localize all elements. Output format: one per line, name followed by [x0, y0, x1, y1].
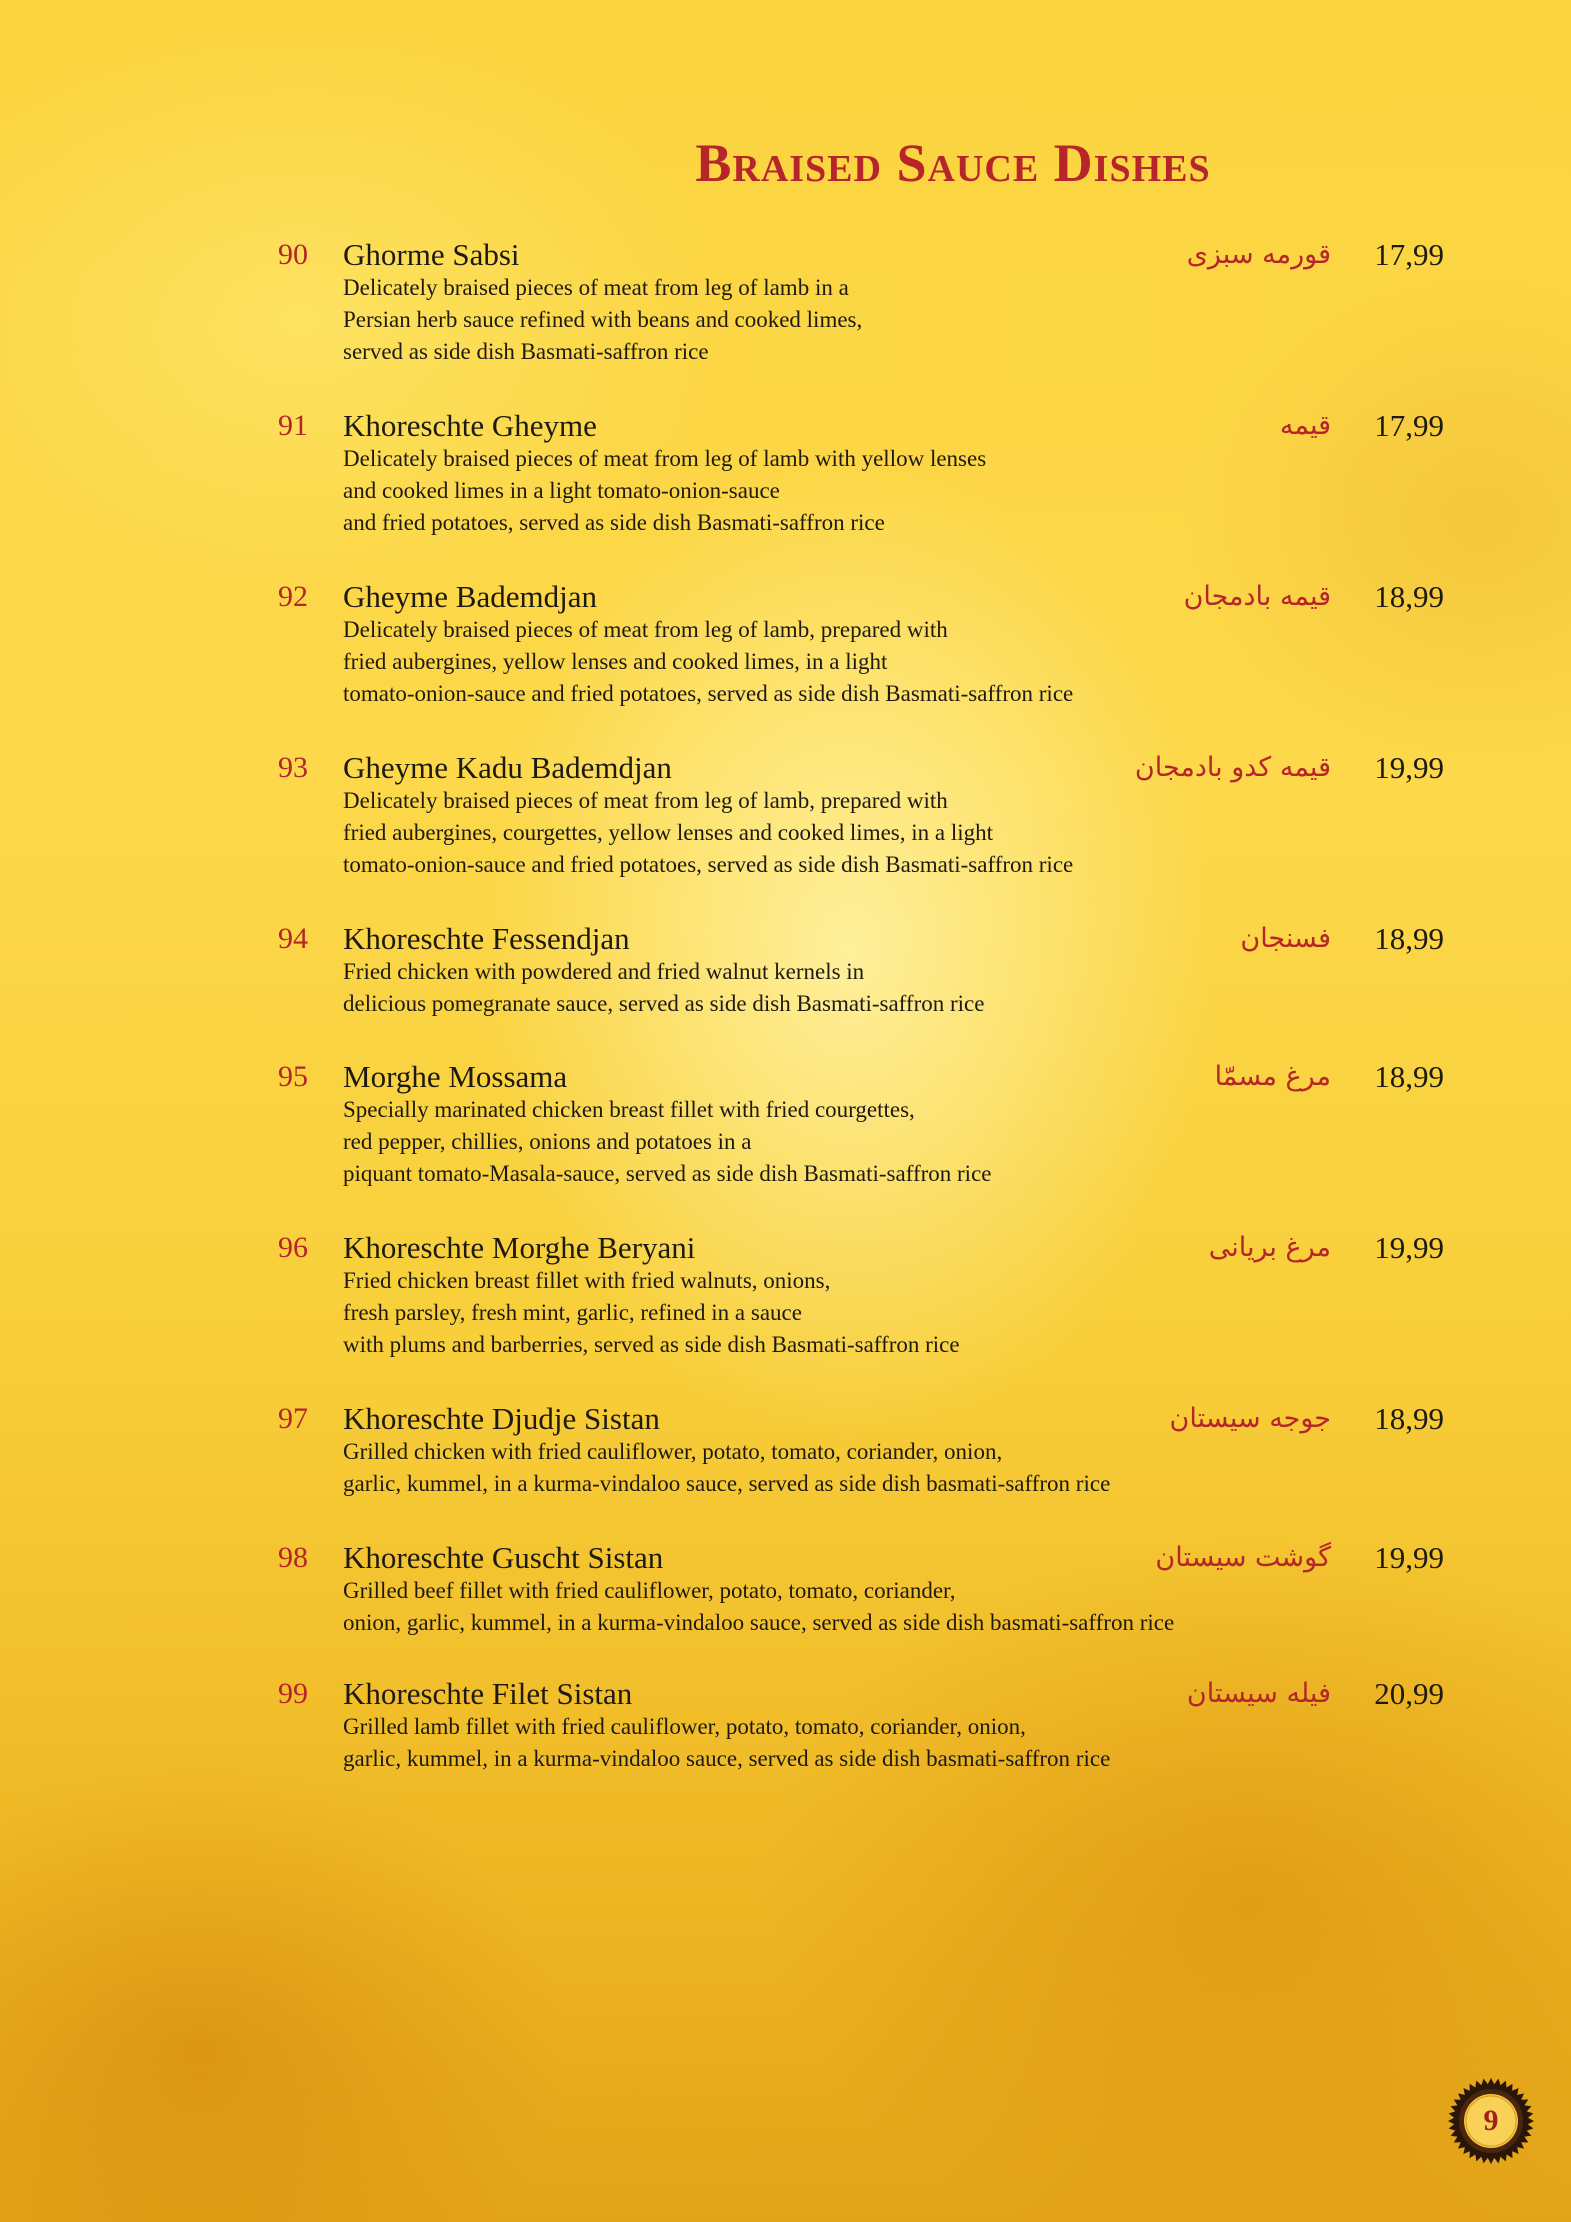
dish-number: 93: [278, 751, 308, 784]
dish-price: 17,99: [1374, 237, 1444, 272]
dish-name: Morghe Mossama: [343, 1059, 568, 1094]
page-number: 9: [1483, 2104, 1499, 2137]
dish-name: Khoreschte Djudje Sistan: [343, 1401, 660, 1436]
dish-number: 90: [278, 238, 308, 271]
dish-name: Khoreschte Gheyme: [343, 408, 597, 443]
description-line: Specially marinated chicken breast fillet with fried courgettes,: [343, 1097, 915, 1122]
description-line: Delicately braised pieces of meat from leg of lamb, prepared with: [343, 617, 948, 642]
dish-name-farsi: فیله سیستان: [1186, 1678, 1331, 1709]
description-line: Persian herb sauce refined with beans and cooked limes,: [343, 307, 863, 332]
description-line: tomato-onion-sauce and fried potatoes, served as side dish Basmati-saffron rice: [343, 681, 1074, 706]
dish-description: [343, 272, 1363, 368]
description-line: Delicately braised pieces of meat from leg of lamb with yellow lenses: [343, 446, 987, 471]
dish-price: 19,99: [1374, 750, 1444, 785]
dish-name: Khoreschte Morghe Beryani: [343, 1230, 696, 1265]
dish-name: Gheyme Bademdjan: [343, 579, 597, 614]
description-line: fresh parsley, fresh mint, garlic, refined in a sauce: [343, 1300, 802, 1325]
description-line: delicious pomegranate sauce, served as side dish Basmati-saffron rice: [343, 991, 985, 1016]
dish-name: Ghorme Sabsi: [343, 237, 520, 272]
description-line: garlic, kummel, in a kurma-vindaloo sauce, served as side dish basmati-saffron rice: [343, 1471, 1111, 1496]
dish-description: [343, 1265, 1363, 1361]
dish-name-farsi: مرغ بریانی: [1208, 1232, 1331, 1263]
dish-name-farsi: جوجه سیستان: [1169, 1403, 1331, 1434]
dish-number: 97: [278, 1402, 308, 1435]
dish-number: 91: [278, 409, 308, 442]
description-line: Grilled chicken with fried cauliflower, potato, tomato, coriander, onion,: [343, 1439, 1003, 1464]
dish-number: 98: [278, 1541, 308, 1574]
description-line: served as side dish Basmati-saffron rice: [343, 339, 709, 364]
description-line: Fried chicken with powdered and fried walnut kernels in: [343, 959, 865, 984]
dish-number: 99: [278, 1677, 308, 1710]
dish-name-farsi: گوشت سیستان: [1155, 1542, 1331, 1573]
page-title: Braised Sauce Dishes: [695, 133, 1211, 193]
dish-name-farsi: قیمه بادمجان: [1183, 581, 1331, 612]
dish-price: 18,99: [1374, 1059, 1444, 1094]
dish-number: 94: [278, 922, 308, 955]
dish-name-farsi: قورمه سبزی: [1186, 239, 1331, 270]
dish-number: 95: [278, 1060, 308, 1093]
description-line: red pepper, chillies, onions and potatoes in a: [343, 1129, 752, 1154]
description-line: onion, garlic, kummel, in a kurma-vindaloo sauce, served as side dish basmati-saffron rice: [343, 1610, 1175, 1635]
description-line: fried aubergines, courgettes, yellow lenses and cooked limes, in a light: [343, 820, 994, 845]
description-line: with plums and barberries, served as side dish Basmati-saffron rice: [343, 1332, 960, 1357]
dish-name: Khoreschte Filet Sistan: [343, 1676, 633, 1711]
description-line: garlic, kummel, in a kurma-vindaloo sauce, served as side dish basmati-saffron rice: [343, 1746, 1111, 1771]
description-line: tomato-onion-sauce and fried potatoes, served as side dish Basmati-saffron rice: [343, 852, 1074, 877]
description-line: Grilled beef fillet with fried cauliflower, potato, tomato, coriander,: [343, 1578, 956, 1603]
dish-name-farsi: فسنجان: [1240, 923, 1331, 954]
dish-name-farsi: قیمه کدو بادمجان: [1134, 752, 1331, 783]
dish-number: 92: [278, 580, 308, 613]
dish-name-farsi: قیمه: [1279, 410, 1331, 441]
dish-number: 96: [278, 1231, 308, 1264]
description-line: fried aubergines, yellow lenses and cooked limes, in a light: [343, 649, 888, 674]
dish-name-farsi: مرغ مسمّا: [1214, 1061, 1331, 1092]
dish-name: Khoreschte Fessendjan: [343, 921, 630, 956]
dish-price: 18,99: [1374, 1401, 1444, 1436]
dish-description: [343, 1711, 1363, 1775]
dish-description: [343, 614, 1363, 710]
dish-description: [343, 1436, 1363, 1500]
description-line: and cooked limes in a light tomato-onion-sauce: [343, 478, 780, 503]
dish-description: [343, 956, 1363, 1020]
dish-description: [343, 1575, 1363, 1639]
dish-price: 17,99: [1374, 408, 1444, 443]
description-line: Grilled lamb fillet with fried cauliflower, potato, tomato, coriander, onion,: [343, 1714, 1026, 1739]
dish-description: [343, 1094, 1363, 1190]
description-line: and fried potatoes, served as side dish Basmati-saffron rice: [343, 510, 885, 535]
dish-price: 18,99: [1374, 921, 1444, 956]
dish-description: [343, 443, 1363, 539]
dish-price: 18,99: [1374, 579, 1444, 614]
description-line: Delicately braised pieces of meat from leg of lamb, prepared with: [343, 788, 948, 813]
dish-description: [343, 785, 1363, 881]
description-line: piquant tomato-Masala-sauce, served as side dish Basmati-saffron rice: [343, 1161, 992, 1186]
dish-price: 19,99: [1374, 1230, 1444, 1265]
dish-name: Gheyme Kadu Bademdjan: [343, 750, 672, 785]
description-line: Fried chicken breast fillet with fried walnuts, onions,: [343, 1268, 831, 1293]
dish-name: Khoreschte Guscht Sistan: [343, 1540, 664, 1575]
description-line: Delicately braised pieces of meat from leg of lamb in a: [343, 275, 849, 300]
dish-price: 19,99: [1374, 1540, 1444, 1575]
dish-price: 20,99: [1374, 1676, 1444, 1711]
